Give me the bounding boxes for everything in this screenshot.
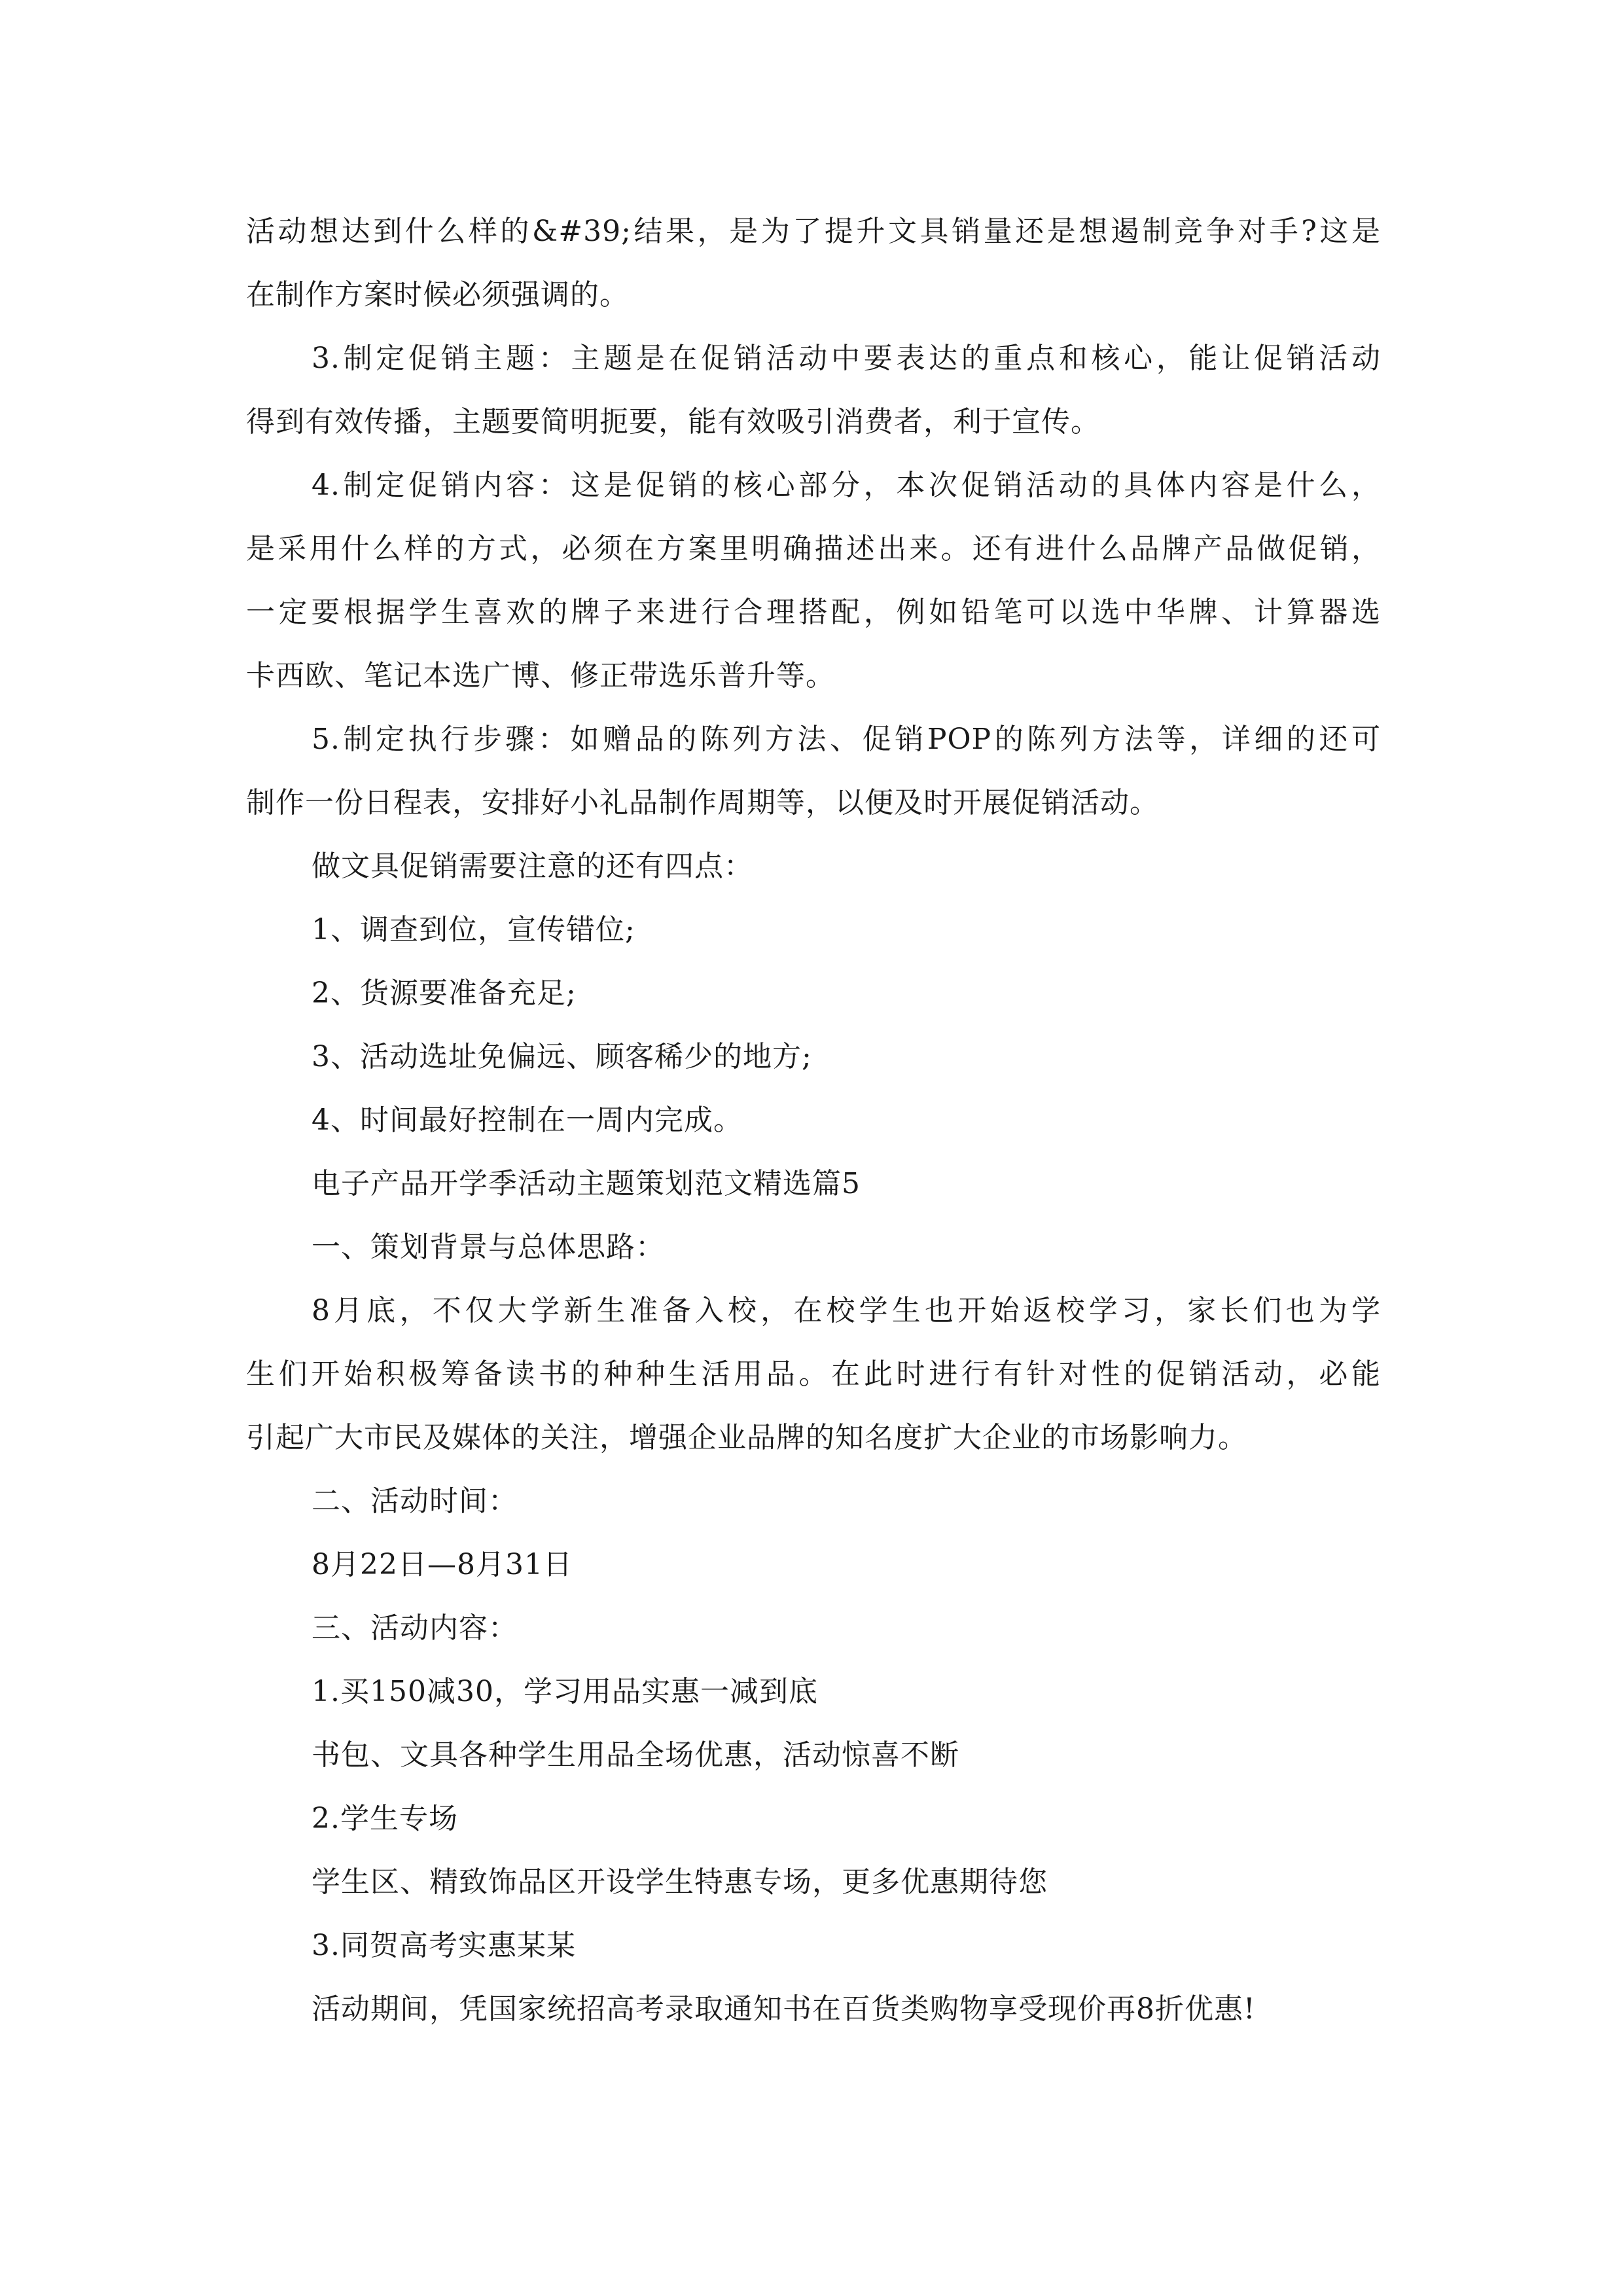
text-line: 卡西欧、笔记本选广博、修正带选乐普升等。	[246, 659, 835, 692]
text-line: 8月22日—8月31日	[312, 1548, 573, 1581]
text-line: 做文具促销需要注意的还有四点：	[312, 850, 753, 883]
document-body	[246, 200, 1381, 2041]
text-line: 2.学生专场	[312, 1802, 458, 1835]
text-line: 一、策划背景与总体思路：	[312, 1230, 665, 1264]
text-line: 电子产品开学季活动主题策划范文精选篇5	[312, 1167, 861, 1200]
text-line: 三、活动内容：	[312, 1611, 518, 1645]
text-line: 活动想达到什么样的&#39;结果，是为了提升文具销量还是想遏制竞争对手?这是	[246, 215, 1381, 248]
text-line: 4.制定促销内容：这是促销的核心部分，本次促销活动的具体内容是什么，	[312, 469, 1381, 502]
text-line: 活动期间，凭国家统招高考录取通知书在百货类购物享受现价再8折优惠!	[312, 1992, 1256, 2026]
text-line: 引起广大市民及媒体的关注，增强企业品牌的知名度扩大企业的市场影响力。	[246, 1421, 1247, 1454]
text-line: 3.制定促销主题：主题是在促销活动中要表达的重点和核心，能让促销活动	[312, 342, 1381, 375]
text-line: 二、活动时间：	[312, 1484, 518, 1518]
text-line: 书包、文具各种学生用品全场优惠，活动惊喜不断	[312, 1738, 959, 1772]
text-line: 制作一份日程表，安排好小礼品制作周期等，以便及时开展促销活动。	[246, 786, 1159, 819]
text-line: 得到有效传播，主题要简明扼要，能有效吸引消费者，利于宣传。	[246, 405, 1100, 439]
text-line: 2、货源要准备充足;	[312, 977, 577, 1010]
text-line: 是采用什么样的方式，必须在方案里明确描述出来。还有进什么品牌产品做促销，	[246, 532, 1381, 565]
text-line: 1、调查到位，宣传错位;	[312, 913, 635, 946]
text-line: 学生区、精致饰品区开设学生特惠专场，更多优惠期待您	[312, 1865, 1048, 1899]
text-line: 一定要根据学生喜欢的牌子来进行合理搭配，例如铅笔可以选中华牌、计算器选	[246, 596, 1381, 629]
text-line: 5.制定执行步骤：如赠品的陈列方法、促销POP的陈列方法等，详细的还可	[312, 723, 1381, 756]
text-line: 3.同贺高考实惠某某	[312, 1929, 576, 1962]
text-line: 生们开始积极筹备读书的种种生活用品。在此时进行有针对性的促销活动，必能	[246, 1357, 1381, 1391]
text-line: 在制作方案时候必须强调的。	[246, 278, 629, 312]
text-line: 4、时间最好控制在一周内完成。	[312, 1103, 743, 1137]
text-line: 8月底，不仅大学新生准备入校，在校学生也开始返校学习，家长们也为学	[312, 1294, 1381, 1327]
text-line: 3、活动选址免偏远、顾客稀少的地方;	[312, 1040, 812, 1073]
text-line: 1.买150减30，学习用品实惠一减到底	[312, 1675, 818, 1708]
